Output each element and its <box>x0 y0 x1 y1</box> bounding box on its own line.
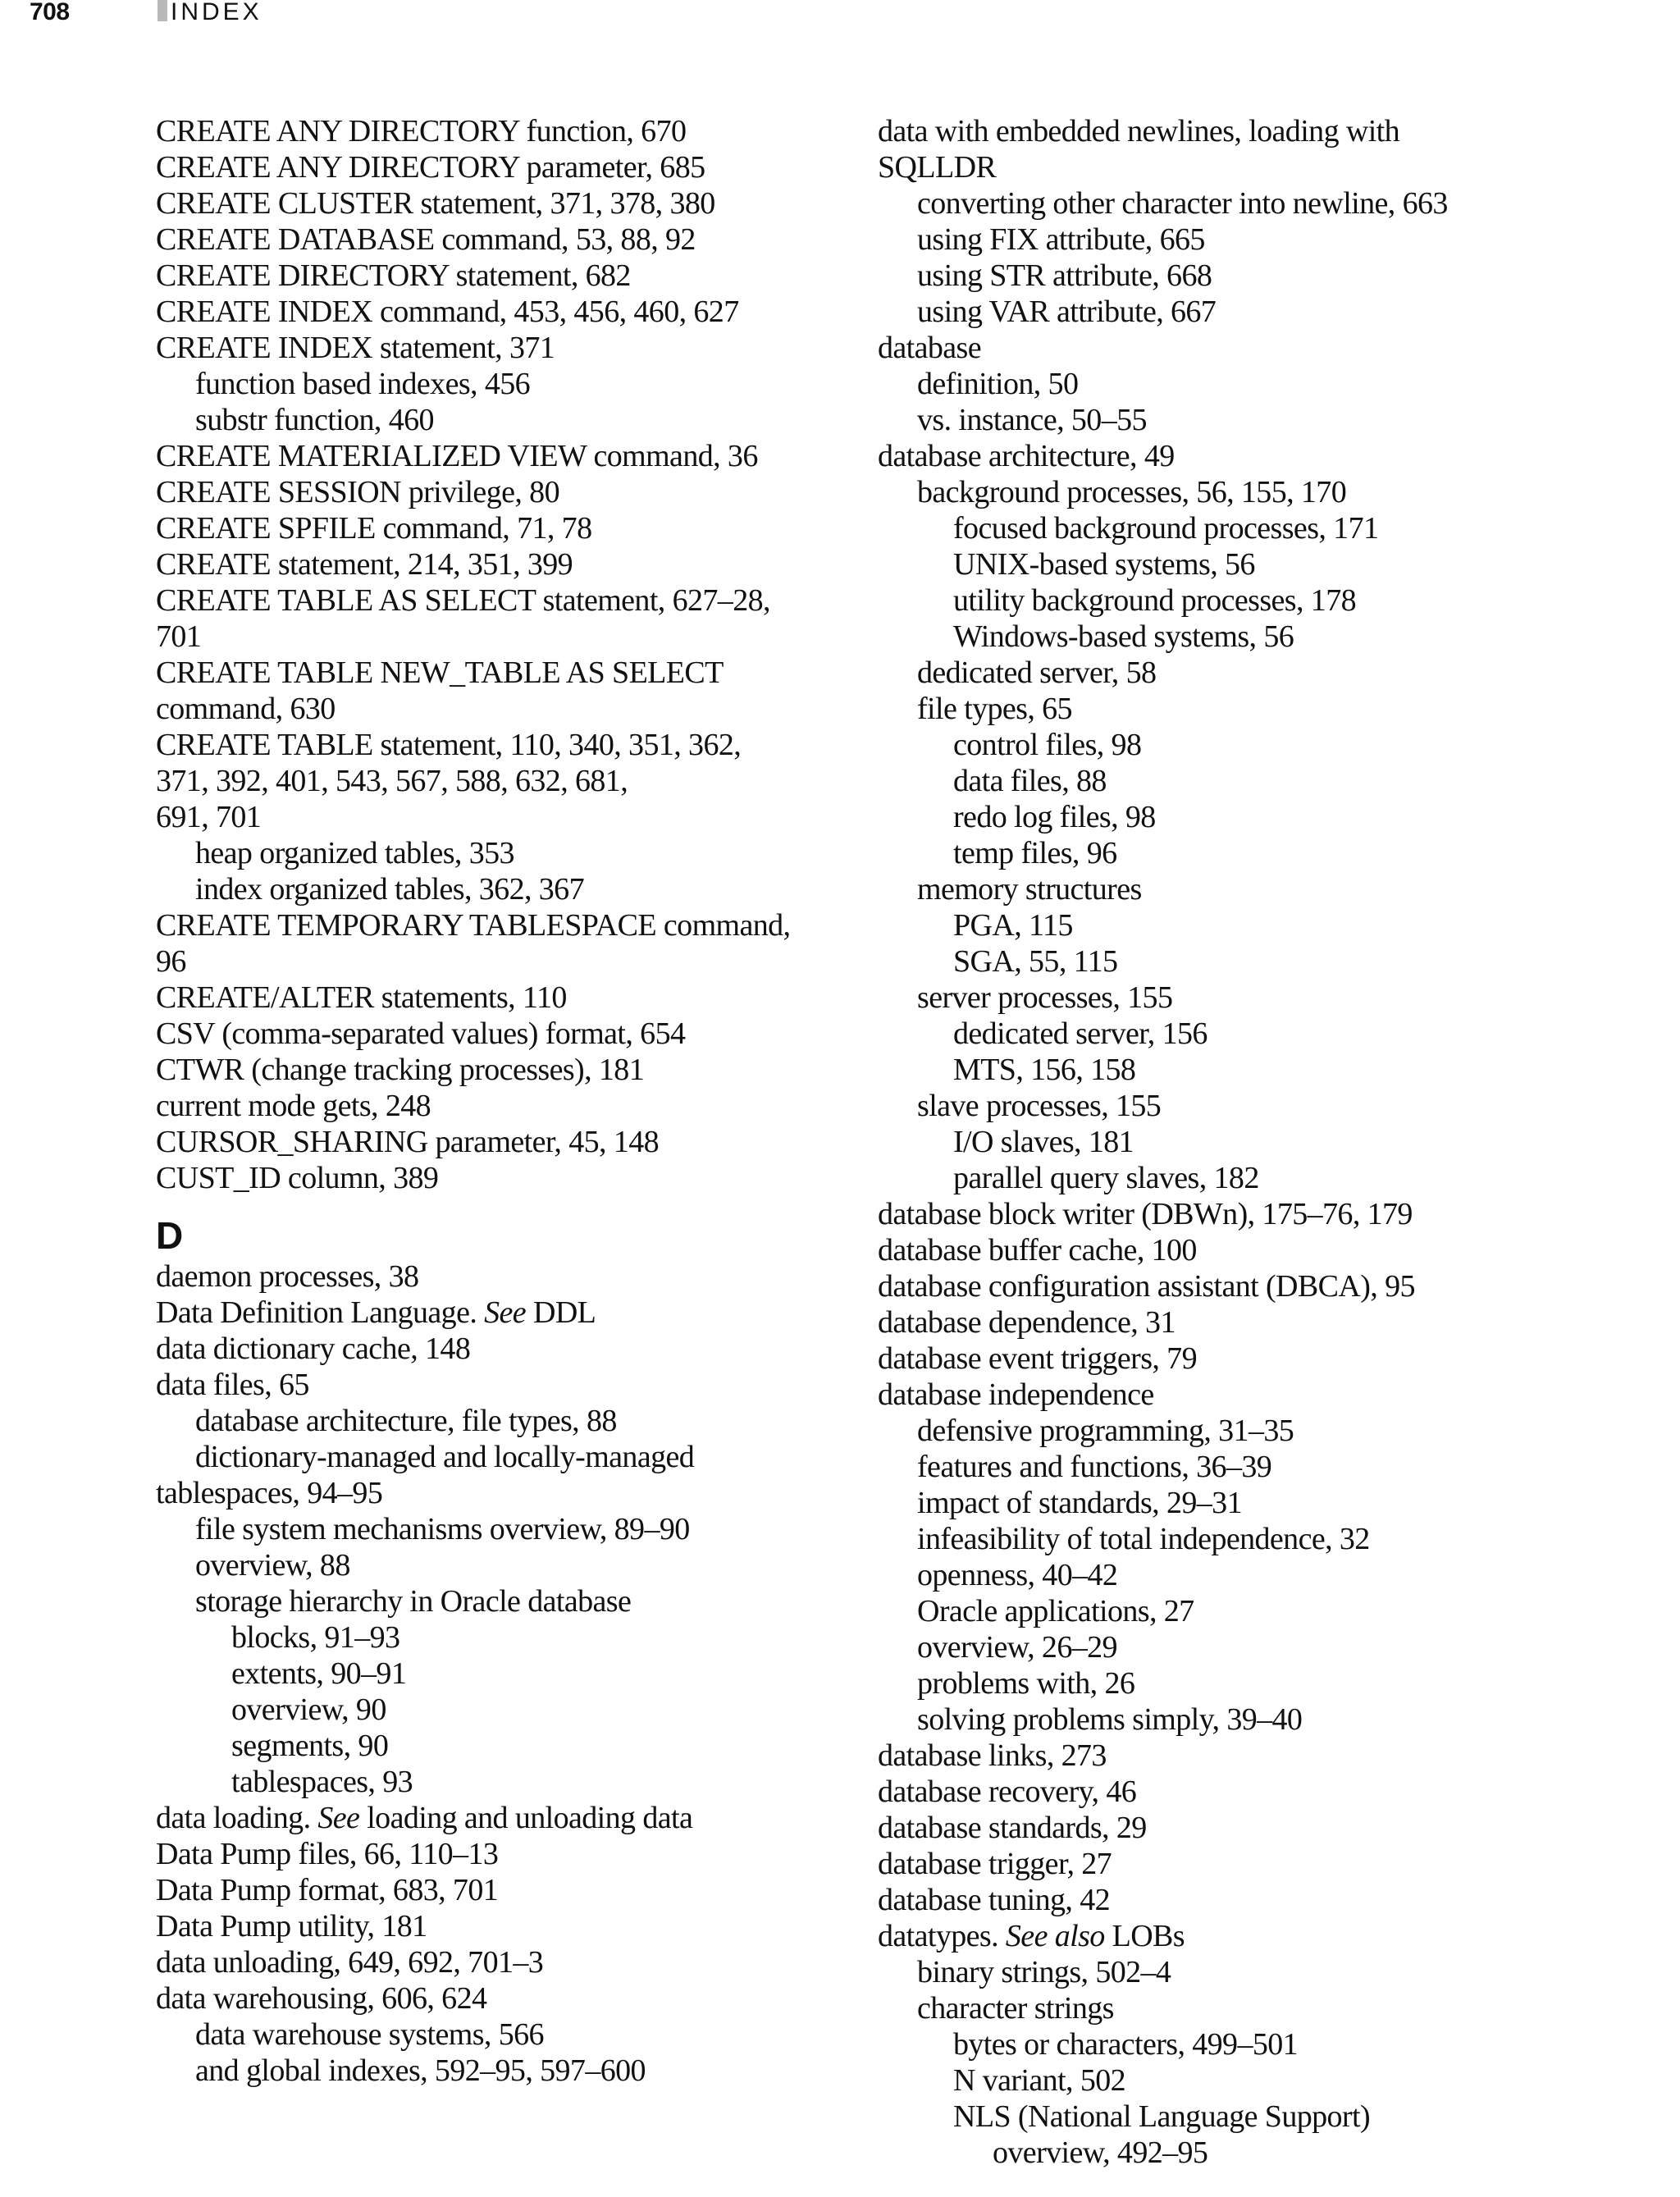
index-entry-continuation: SQLLDR <box>878 150 997 185</box>
index-entry: database standards, 29 <box>878 1811 1147 1845</box>
index-subentry: vs. instance, 50–55 <box>917 403 1147 437</box>
index-entry: CSV (comma-separated values) format, 654 <box>156 1016 686 1051</box>
index-entry: database dependence, 31 <box>878 1305 1176 1340</box>
index-entry: CUST_ID column, 389 <box>156 1161 439 1195</box>
index-column-right <box>878 113 1616 2171</box>
index-letter-heading: D <box>156 1214 183 1257</box>
index-entry: Data Pump format, 683, 701 <box>156 1873 499 1907</box>
index-subsubentry: utility background processes, 178 <box>953 583 1356 618</box>
index-subsubentry: MTS, 156, 158 <box>953 1053 1136 1087</box>
index-entry: daemon processes, 38 <box>156 1259 419 1294</box>
index-entry: database buffer cache, 100 <box>878 1233 1197 1268</box>
see-reference: See <box>317 1801 360 1835</box>
index-subentry: converting other character into newline, 663 <box>917 186 1448 221</box>
index-subentry: memory structures <box>917 872 1142 907</box>
index-subentry: infeasibility of total independence, 32 <box>917 1522 1370 1556</box>
index-subentry: and global indexes, 592–95, 597–600 <box>195 2053 646 2088</box>
index-entry: database tuning, 42 <box>878 1883 1111 1917</box>
index-subsubentry: extents, 90–91 <box>231 1656 407 1691</box>
index-entry: CREATE SPFILE command, 71, 78 <box>156 511 592 546</box>
index-subentry: solving problems simply, 39–40 <box>917 1702 1303 1737</box>
index-subsubentry: focused background processes, 171 <box>953 511 1379 546</box>
index-entry: CREATE DIRECTORY statement, 682 <box>156 258 631 293</box>
index-subentry: defensive programming, 31–35 <box>917 1414 1294 1448</box>
index-subentry: character strings <box>917 1991 1114 2026</box>
index-subentry: openness, 40–42 <box>917 1558 1118 1592</box>
index-subentry: problems with, 26 <box>917 1666 1135 1701</box>
index-subsubentry: Windows-based systems, 56 <box>953 619 1294 654</box>
index-subentry: overview, 88 <box>195 1548 350 1583</box>
index-subsubentry: bytes or characters, 499–501 <box>953 2027 1299 2062</box>
index-subentry: storage hierarchy in Oracle database <box>195 1584 632 1619</box>
index-subsubentry: N variant, 502 <box>953 2063 1126 2098</box>
index-entry: CREATE ANY DIRECTORY parameter, 685 <box>156 150 705 185</box>
index-subsubentry: segments, 90 <box>231 1729 389 1763</box>
index-entry: CREATE INDEX statement, 371 <box>156 331 555 365</box>
index-subentry: Oracle applications, 27 <box>917 1594 1194 1628</box>
index-subentry: dedicated server, 58 <box>917 655 1157 690</box>
index-entry-continuation: tablespaces, 94–95 <box>156 1476 383 1510</box>
index-entry: CREATE MATERIALIZED VIEW command, 36 <box>156 439 758 473</box>
index-entry: database links, 273 <box>878 1738 1107 1773</box>
index-entry: CREATE TABLE NEW_TABLE AS SELECT <box>156 655 724 690</box>
index-subentry: dictionary-managed and locally-managed <box>195 1440 695 1474</box>
index-subsubentry: SGA, 55, 115 <box>953 944 1118 979</box>
index-subsubentry: UNIX-based systems, 56 <box>953 547 1255 582</box>
index-subentry: features and functions, 36–39 <box>917 1450 1272 1484</box>
index-entry: data warehousing, 606, 624 <box>156 1981 487 2016</box>
index-entry: CREATE TABLE statement, 110, 340, 351, 362, <box>156 728 742 762</box>
index-subentry: using STR attribute, 668 <box>917 258 1212 293</box>
index-entry: database <box>878 331 982 365</box>
index-subsubentry: temp files, 96 <box>953 836 1117 870</box>
see-reference: See <box>484 1295 527 1330</box>
index-entry-continuation: overview, 492–95 <box>993 2135 1208 2170</box>
index-entry: data files, 65 <box>156 1368 309 1402</box>
section-label: INDEX <box>171 0 262 25</box>
index-entry: datatypes. See also LOBs <box>878 1919 1185 1953</box>
index-entry: database configuration assistant (DBCA), 95 <box>878 1269 1415 1304</box>
index-subentry: database architecture, file types, 88 <box>195 1404 617 1438</box>
index-subsubentry: tablespaces, 93 <box>231 1765 413 1799</box>
index-entry: CREATE TABLE AS SELECT statement, 627–28, <box>156 583 770 618</box>
index-subentry: file system mechanisms overview, 89–90 <box>195 1512 690 1546</box>
index-entry: CTWR (change tracking processes), 181 <box>156 1053 645 1087</box>
index-entry: CREATE CLUSTER statement, 371, 378, 380 <box>156 186 715 221</box>
index-subentry: definition, 50 <box>917 367 1079 401</box>
index-entry-continuation: 691, 701 <box>156 800 262 834</box>
index-entry: current mode gets, 248 <box>156 1089 431 1123</box>
index-subentry: using FIX attribute, 665 <box>917 222 1205 257</box>
index-subentry: function based indexes, 456 <box>195 367 531 401</box>
index-entry: CREATE statement, 214, 351, 399 <box>156 547 573 582</box>
index-entry: Data Definition Language. See DDL <box>156 1295 596 1330</box>
index-entry: data unloading, 649, 692, 701–3 <box>156 1945 544 1980</box>
index-entry-continuation: 96 <box>156 944 186 979</box>
index-subsubentry: I/O slaves, 181 <box>953 1125 1134 1159</box>
index-entry: CREATE TEMPORARY TABLESPACE command, <box>156 908 791 943</box>
index-entry: database recovery, 46 <box>878 1774 1137 1809</box>
index-subsubentry: data files, 88 <box>953 764 1107 798</box>
index-entry: CREATE DATABASE command, 53, 88, 92 <box>156 222 696 257</box>
index-subsubentry: blocks, 91–93 <box>231 1620 400 1655</box>
index-subsubentry: NLS (National Language Support) <box>953 2099 1371 2134</box>
see-also-reference: See also <box>1005 1919 1105 1953</box>
index-subentry: server processes, 155 <box>917 980 1173 1015</box>
index-entry: CREATE SESSION privilege, 80 <box>156 475 559 509</box>
index-entry: database block writer (DBWn), 175–76, 179 <box>878 1197 1413 1231</box>
index-entry: database independence <box>878 1377 1154 1412</box>
index-subsubentry: overview, 90 <box>231 1692 386 1727</box>
index-entry: CREATE INDEX command, 453, 456, 460, 627 <box>156 295 739 329</box>
index-entry-continuation: 701 <box>156 619 202 654</box>
page-number: 708 <box>30 0 70 25</box>
index-entry: Data Pump files, 66, 110–13 <box>156 1837 499 1871</box>
index-subentry: data warehouse systems, 566 <box>195 2017 544 2052</box>
index-entry: data loading. See loading and unloading data <box>156 1801 693 1835</box>
index-subsubentry: redo log files, 98 <box>953 800 1156 834</box>
index-entry: database event triggers, 79 <box>878 1341 1197 1376</box>
index-subsubentry: PGA, 115 <box>953 908 1073 943</box>
index-entry: Data Pump utility, 181 <box>156 1909 427 1944</box>
index-subentry: binary strings, 502–4 <box>917 1955 1171 1989</box>
index-entry: CURSOR_SHARING parameter, 45, 148 <box>156 1125 660 1159</box>
index-entry: CREATE ANY DIRECTORY function, 670 <box>156 114 687 148</box>
index-subsubentry: dedicated server, 156 <box>953 1016 1208 1051</box>
index-entry: data dictionary cache, 148 <box>156 1331 471 1366</box>
index-column-left <box>156 113 861 2089</box>
index-subentry: substr function, 460 <box>195 403 434 437</box>
index-subentry: slave processes, 155 <box>917 1089 1162 1123</box>
index-subentry: heap organized tables, 353 <box>195 836 514 870</box>
index-subentry: using VAR attribute, 667 <box>917 295 1217 329</box>
index-subentry: overview, 26–29 <box>917 1630 1117 1665</box>
index-subentry: index organized tables, 362, 367 <box>195 872 584 907</box>
running-head-marker <box>158 0 167 21</box>
index-subentry: file types, 65 <box>917 692 1072 726</box>
index-entry: CREATE/ALTER statements, 110 <box>156 980 567 1015</box>
index-subsubentry: parallel query slaves, 182 <box>953 1161 1259 1195</box>
index-subentry: background processes, 56, 155, 170 <box>917 475 1347 509</box>
running-head <box>0 0 1680 28</box>
index-entry-continuation: command, 630 <box>156 692 336 726</box>
index-entry: data with embedded newlines, loading with <box>878 114 1400 148</box>
index-subentry: impact of standards, 29–31 <box>917 1486 1242 1520</box>
index-entry: database architecture, 49 <box>878 439 1175 473</box>
index-entry: database trigger, 27 <box>878 1847 1112 1881</box>
index-subsubentry: control files, 98 <box>953 728 1142 762</box>
index-entry-continuation: 371, 392, 401, 543, 567, 588, 632, 681, <box>156 764 628 798</box>
